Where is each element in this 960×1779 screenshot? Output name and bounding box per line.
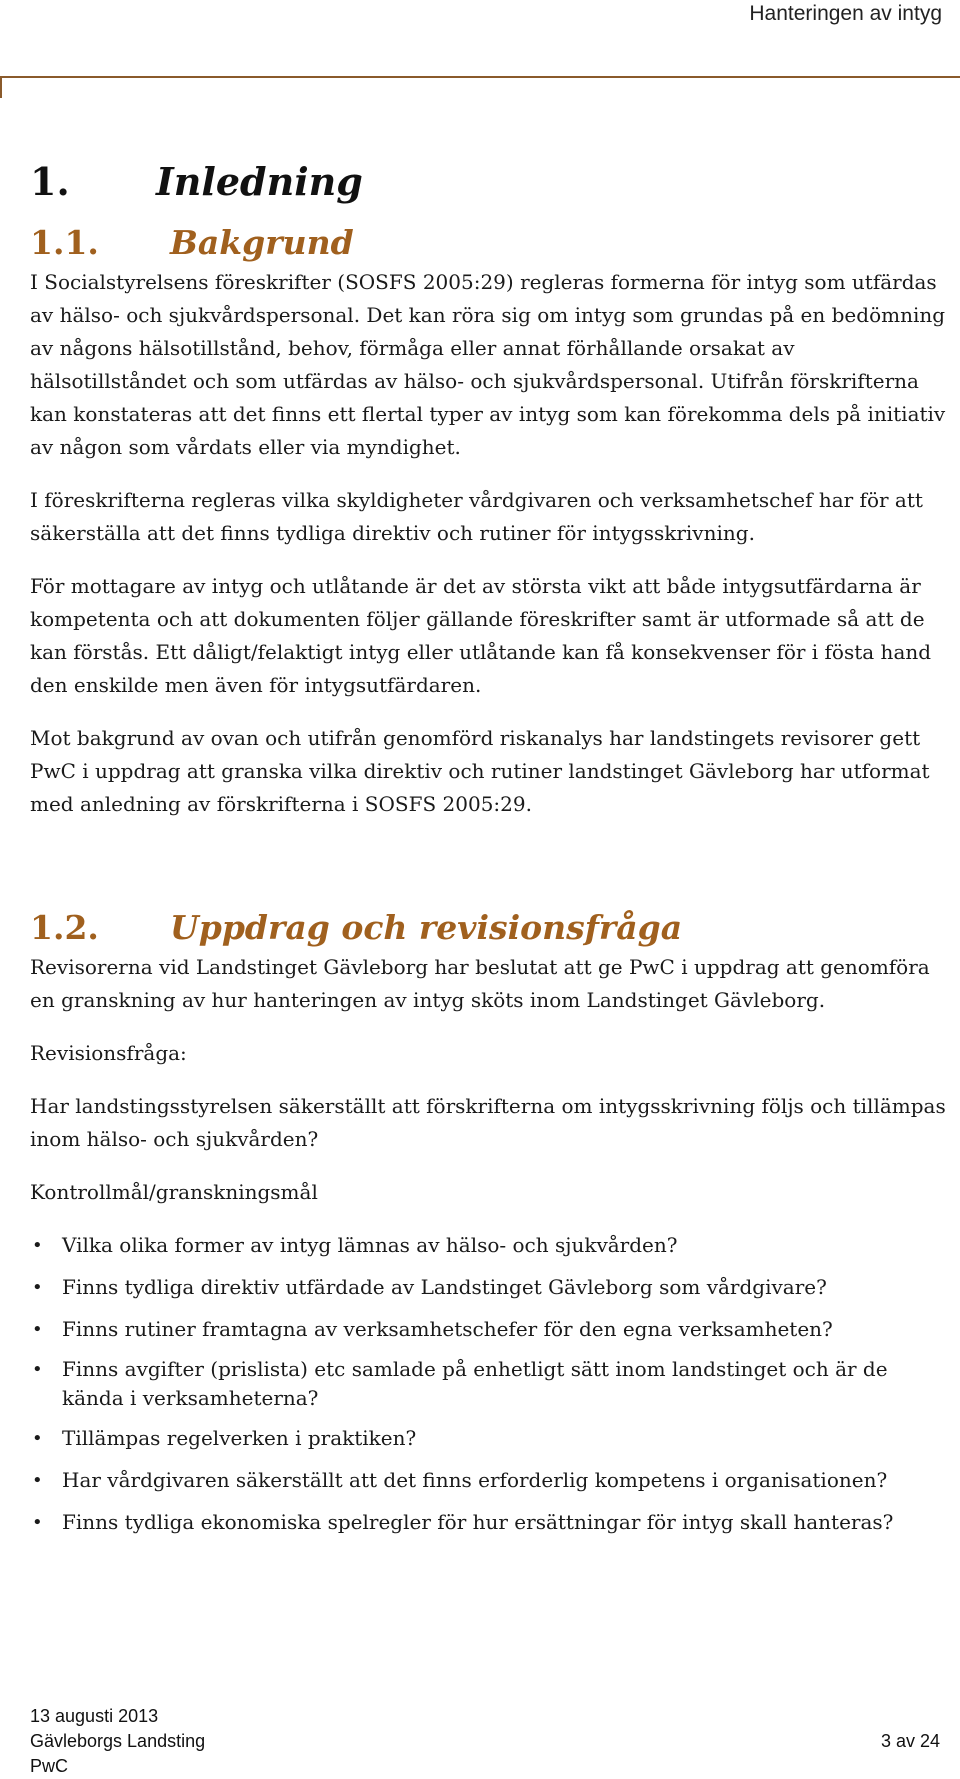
list-item	[30, 1355, 950, 1413]
subsection-number: 1.1.	[30, 223, 99, 262]
section-heading-1	[30, 152, 950, 212]
paragraph-bakgrund-2: I föreskrifterna regleras vilka skyldigheter vårdgivaren och verksamhetschef har för att säkerställa att det finns tydliga direktiv och rutiner för intygsskrivning.	[30, 488, 923, 545]
bullet-icon: •	[32, 1359, 43, 1380]
revisionsfraga-text: Har landstingsstyrelsen säkerställt att förskrifterna om intygsskrivning följs och tillämpas inom hälso- och sjukvården?	[30, 1094, 946, 1151]
footer-company: PwC	[30, 1756, 69, 1776]
list-item	[30, 1464, 950, 1497]
page-content	[30, 152, 950, 1548]
subsection-number: 1.2.	[30, 908, 99, 947]
subsection-title: Bakgrund	[170, 223, 354, 262]
list-item	[30, 1422, 950, 1455]
subsection-heading-1-2	[30, 905, 950, 951]
kontrollmal-label: Kontrollmål/granskningsmål	[30, 1180, 318, 1204]
list-item-text: Tillämpas regelverken i praktiken?	[62, 1426, 417, 1450]
bullet-icon: •	[32, 1277, 43, 1298]
list-item-text: Finns tydliga direktiv utfärdade av Landstinget Gävleborg som vårdgivare?	[62, 1275, 827, 1299]
list-item-text: Finns rutiner framtagna av verksamhetschefer för den egna verksamheten?	[62, 1317, 833, 1341]
list-item	[30, 1313, 950, 1346]
bullet-icon: •	[32, 1428, 43, 1449]
paragraph-bakgrund-4: Mot bakgrund av ovan och utifrån genomförd riskanalys har landstingets revisorer gett PwC i uppdrag att granska vilka direktiv och rutiner landstinget Gävleborg har utformat med anledning av förskrifterna i SOSFS 2005:29.	[30, 726, 930, 816]
page-footer	[30, 1704, 940, 1779]
header-rule-tick	[0, 76, 2, 98]
paragraph-bakgrund-1: I Socialstyrelsens föreskrifter (SOSFS 2005:29) regleras formerna för intyg som utfärdas av hälso- och sjukvårdspersonal. Det kan röra sig om intyg som grundas på en bedömning av någons hälsotillstånd, behov, förmåga eller annat förhållande orsakat av hälsotillståndet och som utfärdas av hälso- och sjukvårdspersonal. Utifrån förskrifterna kan konstateras att det finns ett flertal typer av intyg som kan förekomma dels på initiativ av någon som vårdats eller via myndighet.	[30, 270, 946, 459]
subsection-title: Uppdrag och revisionsfråga	[170, 908, 683, 947]
list-item	[30, 1271, 950, 1304]
header-rule	[0, 76, 960, 78]
section-title: Inledning	[156, 159, 363, 204]
list-item	[30, 1506, 950, 1539]
page-number: 3 av 24	[880, 1731, 940, 1751]
paragraph-uppdrag-intro: Revisorerna vid Landstinget Gävleborg har beslutat att ge PwC i uppdrag att genomföra en granskning av hur hanteringen av intyg sköts inom Landstinget Gävleborg.	[30, 955, 930, 1012]
footer-organization: Gävleborgs Landsting	[30, 1731, 206, 1751]
section-number: 1.	[30, 159, 70, 204]
subsection-heading-1-1	[30, 220, 950, 266]
footer-date: 13 augusti 2013	[30, 1706, 159, 1726]
list-item-text: Vilka olika former av intyg lämnas av hälso- och sjukvården?	[62, 1233, 678, 1257]
revisionsfraga-label: Revisionsfråga:	[30, 1041, 187, 1065]
list-item-text: Har vårdgivaren säkerställt att det finns erforderlig kompetens i organisationen?	[62, 1468, 888, 1492]
list-item-text: Finns tydliga ekonomiska spelregler för hur ersättningar för intyg skall hanteras?	[62, 1510, 894, 1534]
bullet-icon: •	[32, 1470, 43, 1491]
bullet-icon: •	[32, 1235, 43, 1256]
running-header: Hanteringen av intyg	[749, 2, 942, 25]
paragraph-bakgrund-3: För mottagare av intyg och utlåtande är det av största vikt att både intygsutfärdarna är kompetenta och att dokumenten följer gällande föreskrifter samt är utformade så att de kan förstås. Ett dåligt/felaktigt intyg eller utlåtande kan få konsekvenser för i fösta hand den enskilde men även för intygsutfärdaren.	[30, 574, 932, 697]
kontrollmal-list	[30, 1229, 950, 1539]
list-item-text: Finns avgifter (prislista) etc samlade på enhetligt sätt inom landstinget och är de kända i verksamheterna?	[62, 1357, 888, 1410]
list-item	[30, 1229, 950, 1262]
bullet-icon: •	[32, 1512, 43, 1533]
bullet-icon: •	[32, 1319, 43, 1340]
